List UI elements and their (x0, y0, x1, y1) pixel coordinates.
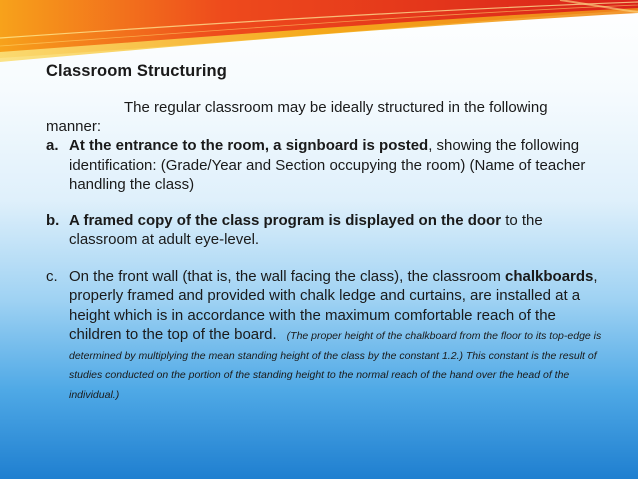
list-marker-c: c. (46, 267, 58, 285)
spacer (46, 195, 606, 211)
item-a-text: , showing the following identification: (Grade/Year and Section occupying the room) (Name of teacher handling the class) (69, 137, 586, 193)
item-c-text: , properly framed and provided with chalk ledge and curtains, are installed at a height which is in accordance with the maximum comfortable reach of the children to the top of the board. (69, 267, 598, 343)
item-b-bold-text: A framed copy of the class program is displayed on the door (69, 211, 502, 229)
slide-content (46, 62, 606, 403)
item-c-pre-text: On the front wall (that is, the wall facing the class), the classroom (69, 267, 506, 285)
intro-paragraph (46, 98, 606, 136)
decorative-banner-swoosh (0, 0, 638, 70)
list-marker-a: a. (46, 137, 59, 154)
list-item-a (46, 136, 606, 195)
structuring-list (46, 136, 606, 403)
item-a-bold-text: At the entrance to the room, a signboard is posted (69, 137, 429, 154)
slide-title: Classroom Structuring (46, 62, 227, 80)
intro-text: The regular classroom may be ideally structured in the following manner: (46, 99, 548, 135)
item-b-text: to the classroom at adult eye-level. (69, 211, 543, 248)
list-item-c (46, 267, 606, 404)
list-item-b (46, 211, 606, 250)
item-c-bold-text: chalkboards (505, 267, 594, 285)
list-marker-b: b. (46, 211, 60, 229)
spacer (46, 250, 606, 267)
item-c-note: (The proper height of the chalkboard from the floor to its top-edge is determined by multiplying the mean standing height of the class by the constant 1.2.) This constant is the result of studies conducted on the portion of the standing height to the normal reach of the hand over the head of the individual.) (69, 330, 602, 401)
